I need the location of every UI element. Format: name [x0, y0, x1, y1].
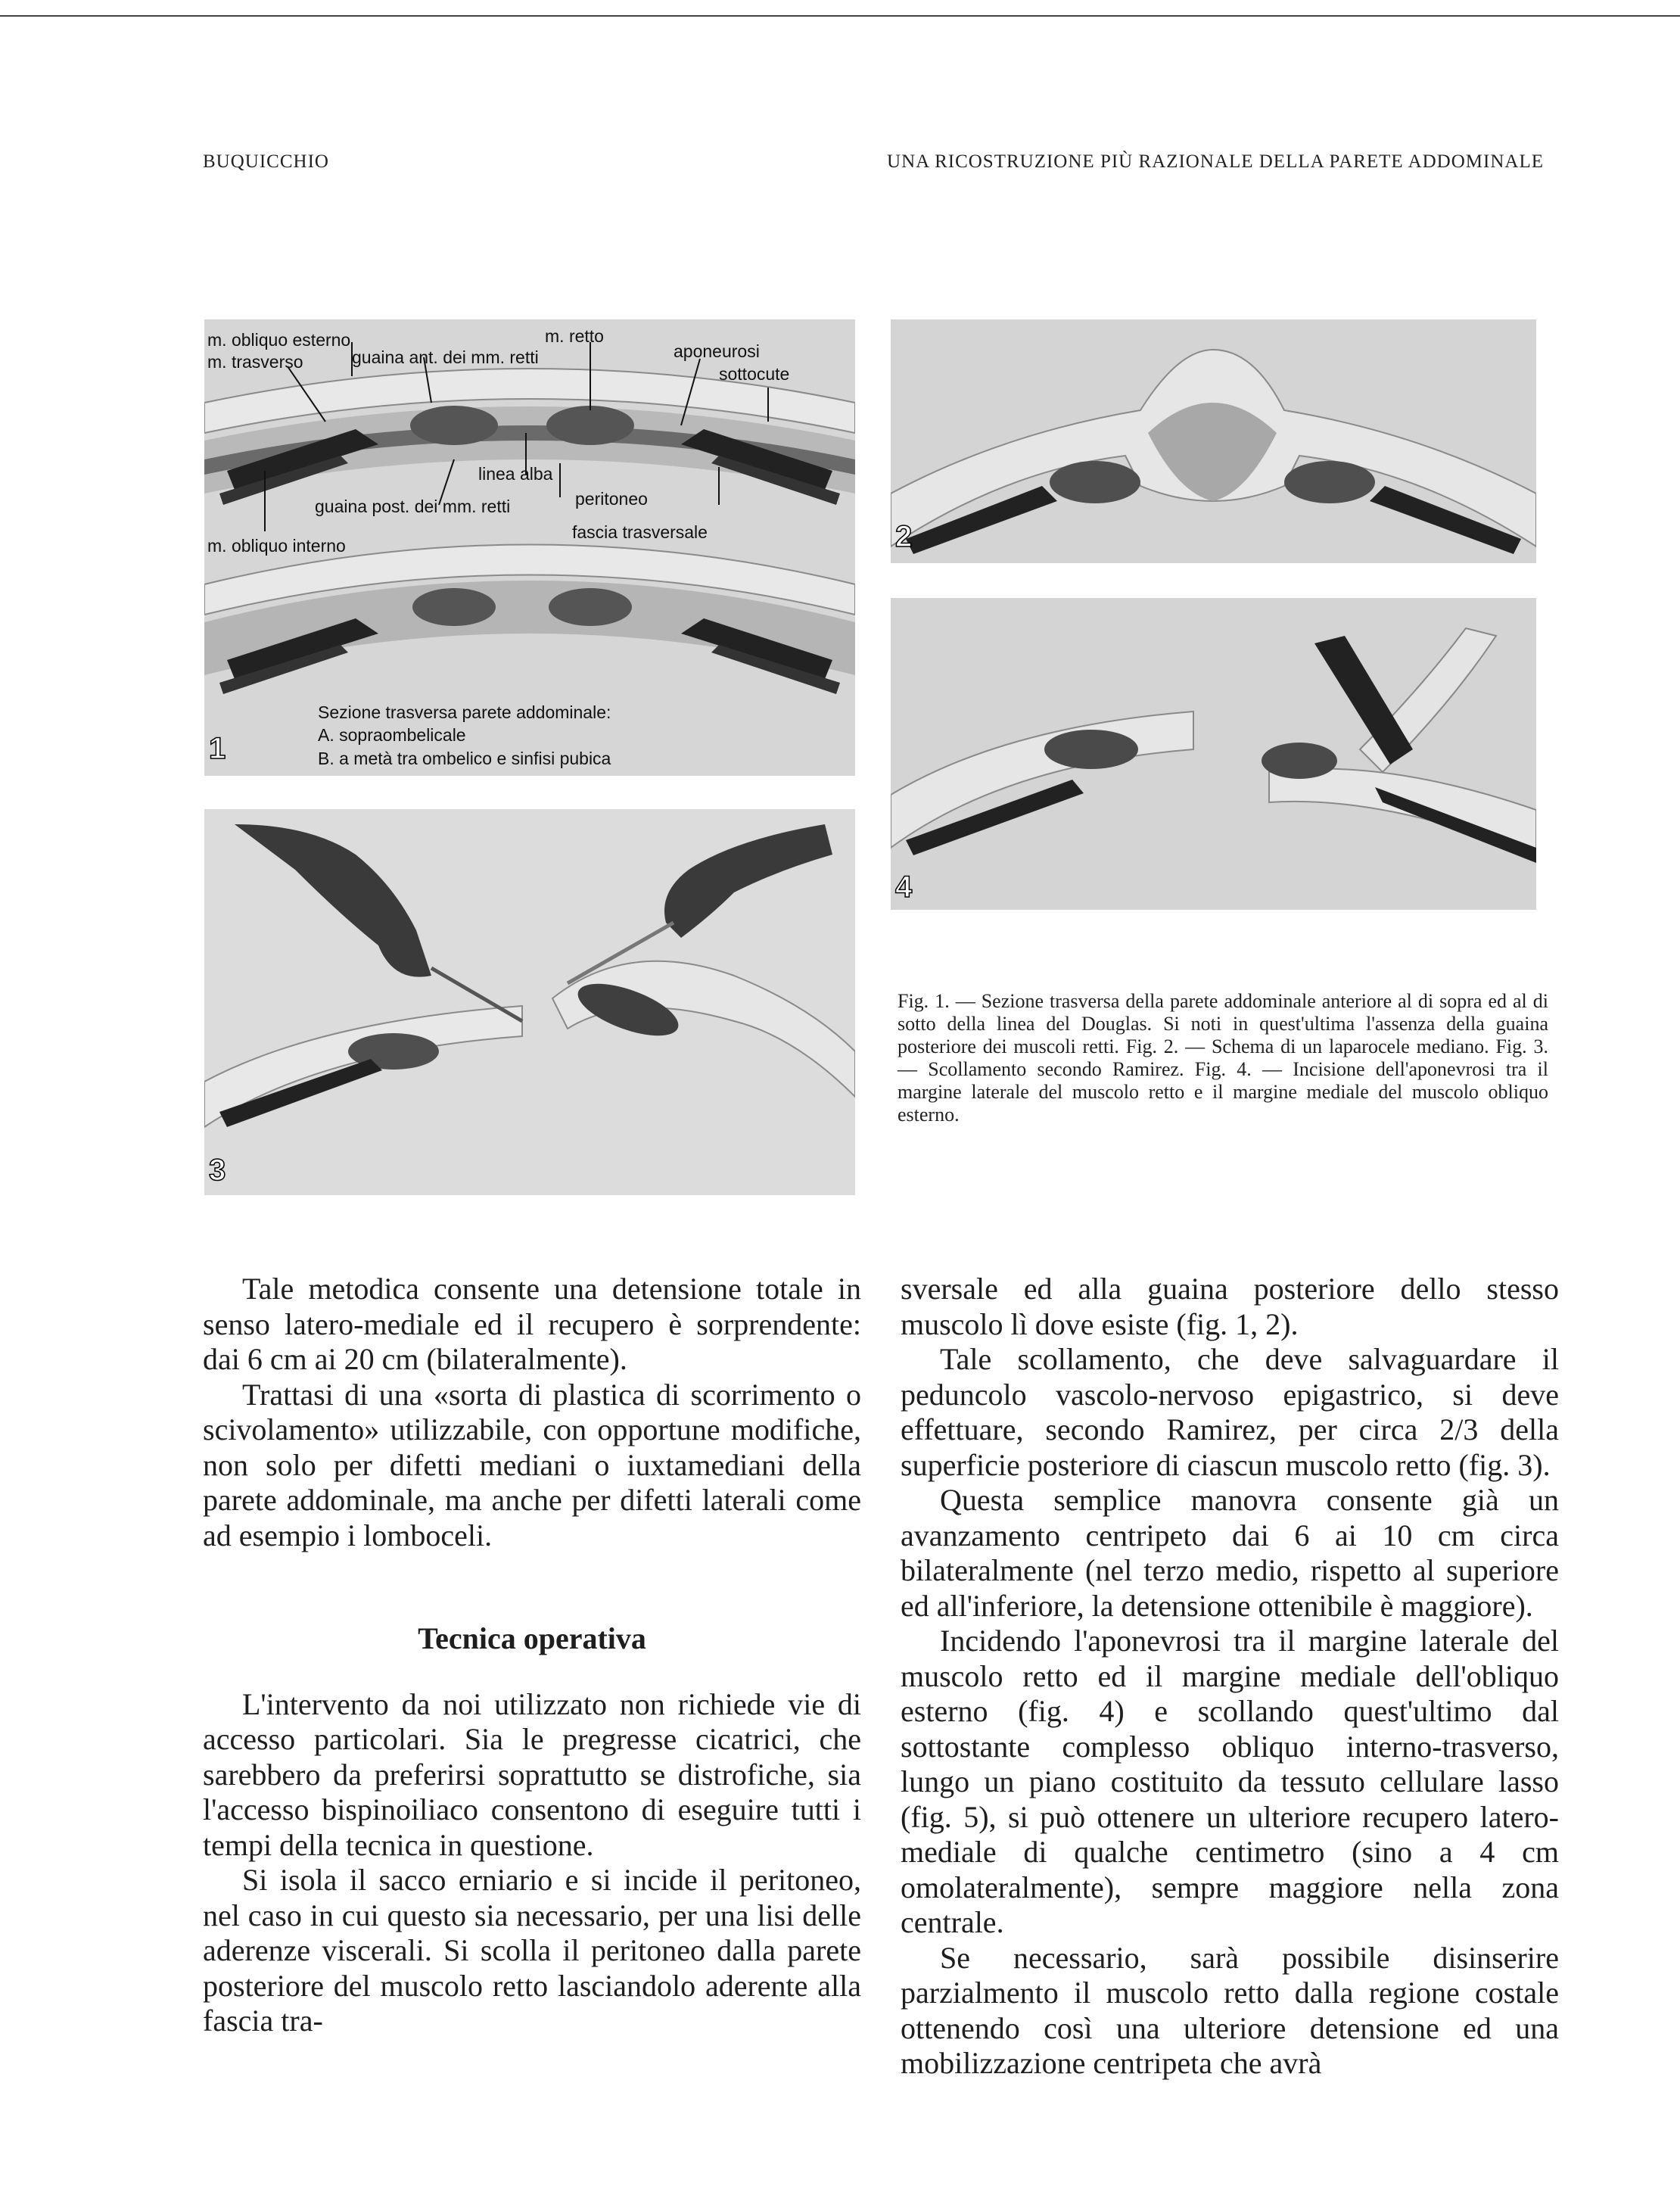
running-header-title: UNA RICOSTRUZIONE PIÙ RAZIONALE DELLA PARETE ADDOMINALE — [887, 151, 1544, 172]
paragraph: Si isola il sacco erniario e si incide il peritoneo, nel caso in cui questo sia necessario, per una lisi delle aderenze viscerali. Si scolla il peritoneo dalla parete posteriore del muscolo retto lasciandolo aderente alla fascia tra- — [203, 1863, 861, 2038]
label-trasverso: m. trasverso — [207, 352, 303, 372]
label-linea-alba: linea alba — [478, 464, 553, 484]
text-column-left — [203, 1272, 861, 2039]
label-fascia-trasversale: fascia trasversale — [572, 522, 708, 542]
paragraph: Incidendo l'aponevrosi tra il margine laterale del muscolo retto ed il margine mediale dell'obliquo esterno (fig. 4) e scollando quest'ultimo dal sottostante complesso obliquo interno-trasverso, lungo un piano costituito da tessuto cellulare lasso (fig. 5), si può ottenere un ulteriore recupero latero-mediale di qualche centimetro (sino a 4 cm omolateralmente), sempre maggiore nella zona centrale. — [901, 1624, 1559, 1939]
running-header-author: BUQUICCHIO — [203, 151, 329, 172]
section-heading: Tecnica operativa — [418, 1621, 646, 1655]
paragraph: Questa semplice manovra consente già un avanzamento centripeto dai 6 ai 10 cm circa bilateralmente (nel terzo medio, rispetto al superiore ed all'inferiore, la detensione ottenibile è maggiore). — [901, 1483, 1559, 1623]
figure-number-3: 3 — [209, 1154, 226, 1187]
paragraph: Tale metodica consente una detensione totale in senso latero-mediale ed il recupero è sorprendente: dai 6 cm ai 20 cm (bilateralmente). — [203, 1272, 861, 1376]
figure-4 — [891, 598, 1536, 910]
legend-line-1: Sezione trasversa parete addominale: — [318, 702, 611, 722]
top-rule — [0, 15, 1680, 17]
legend-line-2: A. sopraombelicale — [318, 725, 466, 745]
label-guaina-post: guaina post. dei mm. retti — [315, 497, 511, 516]
paragraph: sversale ed alla guaina posteriore dello stesso muscolo lì dove esiste (fig. 1, 2). — [901, 1272, 1559, 1341]
label-guaina-ant: guaina ant. dei mm. retti — [352, 347, 539, 367]
text-column-right — [901, 1272, 1559, 2082]
legend-line-3: B. a metà tra ombelico e sinfisi pubica — [318, 749, 611, 768]
figure-3 — [204, 809, 855, 1195]
figure-number-1: 1 — [209, 732, 226, 765]
paragraph: Trattasi di una «sorta di plastica di scorrimento o scivolamento» utilizzabile, con opportune modifiche, non solo per difetti mediani o iuxtamediani della parete addominale, ma anche per difetti laterali come ad esempio i lomboceli. — [203, 1377, 861, 1552]
figure-2 — [891, 319, 1536, 563]
figure-1 — [204, 319, 855, 776]
figure-number-4: 4 — [895, 870, 913, 904]
label-obliquo-esterno: m. obliquo esterno — [207, 330, 351, 350]
label-obliquo-interno: m. obliquo interno — [207, 536, 346, 556]
label-sottocute: sottocute — [719, 364, 790, 384]
paragraph: L'intervento da noi utilizzato non richiede vie di accesso particolari. Sia le pregresse cicatrici, che sarebbero da preferirsi soprattutto se distrofiche, sia l'accesso bispinoiliaco consentono di eseguire tutti i tempi della tecnica in questione. — [203, 1686, 861, 1862]
label-retto: m. retto — [545, 326, 604, 346]
figure-number-2: 2 — [895, 520, 913, 553]
figure-caption: Fig. 1. — Sezione trasversa della parete addominale anteriore al di sopra ed al di sotto della linea del Douglas. Si noti in quest'ultima l'assenza della guaina posteriore dei muscoli retti. Fig. 2. — Schema di un laparocele mediano. Fig. 3. — Scollamento secondo Ramirez. Fig. 4. — Incisione dell'aponevrosi tra il margine laterale del muscolo retto e il margine mediale del muscolo obliquo esterno. — [898, 990, 1548, 1126]
paragraph: Se necessario, sarà possibile disinserire parzialmento il muscolo retto dalla regione costale ottenendo così una ulteriore detensione ed una mobilizzazione centripeta che avrà — [901, 1940, 1559, 2080]
label-aponeurosi: aponeurosi — [674, 341, 760, 361]
paragraph: Tale scollamento, che deve salvaguardare il peduncolo vascolo-nervoso epigastrico, si deve effettuare, secondo Ramirez, per circa 2/3 della superficie posteriore di ciascun muscolo retto (fig. 3). — [901, 1342, 1559, 1482]
label-peritoneo: peritoneo — [575, 489, 648, 509]
